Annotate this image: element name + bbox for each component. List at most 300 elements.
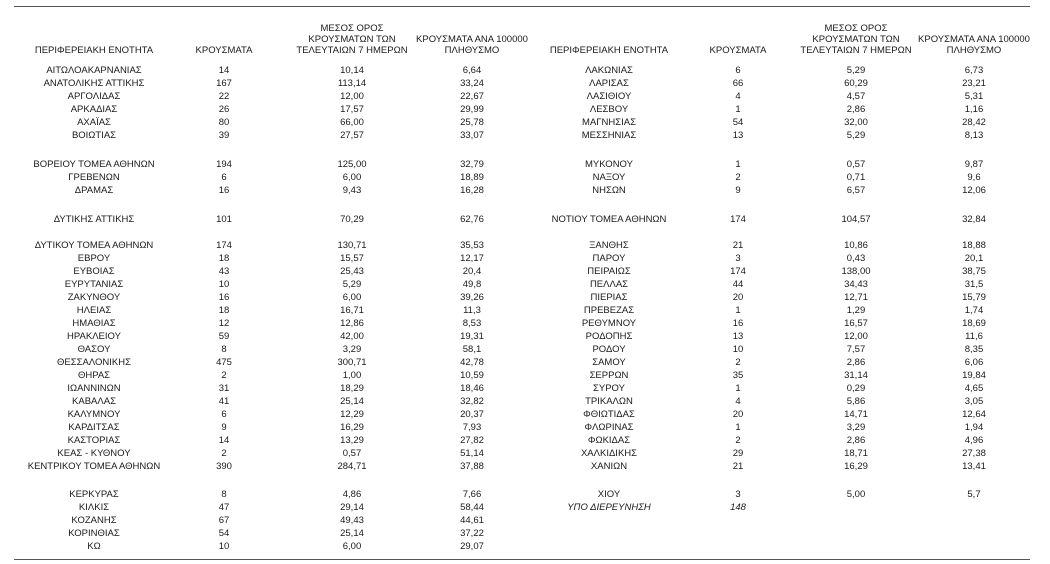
cell-avg: 1,29 [846,305,866,316]
table-row [534,239,1030,252]
cell-avg: 125,00 [337,159,367,170]
cell-avg: 25,14 [340,396,364,407]
cell-per100k: 22,67 [460,91,484,102]
cell-avg: 29,14 [340,502,364,513]
cell-per100k: 8,35 [964,344,984,355]
cell-cases: 10 [732,344,744,355]
cell-region: ΘΑΣΟΥ [77,344,111,355]
cell-avg: 0,57 [846,159,866,170]
header-avg-7-days: ΜΕΣΟΣ ΟΡΟΣ ΚΡΟΥΣΜΑΤΩΝ ΤΩΝ ΤΕΛΕΥΤΑΙΩΝ 7 ΗΜΕΡΩΝ [800,23,912,56]
table-row [534,103,1030,116]
cell-avg: 130,71 [337,240,367,251]
header-cases: ΚΡΟΥΣΜΑΤΑ [709,45,767,56]
cell-per100k: 18,46 [460,383,484,394]
table-row [14,158,530,171]
cell-avg: 5,29 [846,65,866,76]
table-row [14,527,530,540]
cell-avg: 0,43 [846,253,866,264]
table-row [534,265,1030,278]
cell-cases: 101 [216,214,232,225]
cell-avg: 2,86 [846,104,866,115]
table-row [534,129,1030,142]
cell-per100k: 31,5 [964,279,984,290]
cell-cases: 1 [735,305,741,316]
bottom-rule [14,559,1030,560]
cell-cases: 54 [218,528,230,539]
table-row [534,343,1030,356]
cell-cases: 26 [218,104,230,115]
cell-per100k: 4,96 [964,435,984,446]
table-row [14,116,530,129]
cell-per100k: 5,7 [967,489,981,500]
cell-region: ΦΛΩΡΙΝΑΣ [584,422,634,433]
table-row [14,421,530,434]
cell-region: ΧΑΛΚΙΔΙΚΗΣ [580,448,638,459]
cell-region: ΛΑΚΩΝΙΑΣ [585,65,633,76]
cell-per100k: 23,21 [962,78,986,89]
cell-region: ΙΩΑΝΝΙΝΩΝ [67,383,121,394]
cell-avg: 18,29 [340,383,364,394]
cell-avg: 5,86 [846,396,866,407]
cell-per100k: 8,53 [462,318,482,329]
cell-avg: 17,57 [340,104,364,115]
cell-avg: 300,71 [337,357,367,368]
cell-cases: 6 [221,409,227,420]
cell-per100k: 32,84 [962,214,986,225]
cell-per100k: 4,65 [964,383,984,394]
cell-per100k: 11,6 [965,331,983,342]
cell-per100k: 16,28 [460,185,484,196]
cell-cases: 66 [732,78,744,89]
cell-cases: 22 [218,91,230,102]
cell-per100k: 20,1 [964,253,984,264]
table-row [534,90,1030,103]
cell-cases: 10 [218,541,230,552]
cell-cases: 174 [216,240,232,251]
cell-avg: 60,29 [844,78,868,89]
cell-region: ΕΥΡΥΤΑΝΙΑΣ [64,279,124,290]
table-row [14,447,530,460]
cell-region: ΣΕΡΡΩΝ [589,370,629,381]
cell-region: ΒΟΡΕΙΟΥ ΤΟΜΕΑ ΑΘΗΝΩΝ [33,159,155,170]
cell-per100k: 15,79 [962,292,986,303]
cell-region: ΚΑΡΔΙΤΣΑΣ [68,422,120,433]
cell-region: ΚΑΛΥΜΝΟΥ [67,409,121,420]
cell-region: ΚΙΛΚΙΣ [78,502,110,513]
table-row [14,501,530,514]
table-row [534,278,1030,291]
cell-region: ΛΑΡΙΣΑΣ [589,78,629,89]
table-row [14,356,530,369]
cell-avg: 42,00 [340,331,364,342]
cell-per100k: 6,06 [964,357,984,368]
cell-region: ΛΑΣΙΘΙΟΥ [586,91,632,102]
table-row [14,395,530,408]
table-row [534,317,1030,330]
cell-avg: 113,14 [337,78,367,89]
cell-avg: 6,00 [342,172,362,183]
cell-per100k: 9,6 [967,172,981,183]
cell-avg: 10,14 [340,65,364,76]
cell-cases: 21 [732,461,744,472]
cell-per100k: 10,59 [460,370,484,381]
cell-per100k: 25,78 [460,117,484,128]
cell-per100k: 1,16 [964,104,984,115]
cell-cases: 2 [221,448,227,459]
cell-cases: 14 [218,65,230,76]
table-row [14,265,530,278]
cell-avg: 13,29 [340,435,364,446]
cell-cases: 8 [221,344,227,355]
table-row [14,408,530,421]
cell-cases: 9 [735,185,741,196]
cell-per100k: 11,3 [463,305,481,316]
table-row [14,64,530,77]
cell-avg: 25,43 [340,266,364,277]
cell-cases: 1 [735,159,741,170]
cell-avg: 25,14 [340,528,364,539]
header-cases: ΚΡΟΥΣΜΑΤΑ [195,45,253,56]
cell-region: ΔΥΤΙΚΟΥ ΤΟΜΕΑ ΑΘΗΝΩΝ [34,240,154,251]
cell-cases: 174 [730,266,746,277]
cell-region: ΔΥΤΙΚΗΣ ΑΤΤΙΚΗΣ [53,214,135,225]
cell-region: ΠΑΡΟΥ [592,253,626,264]
table-row [14,278,530,291]
cell-per100k: 20,37 [460,409,484,420]
cell-avg: 12,29 [340,409,364,420]
cell-avg: 12,71 [844,292,868,303]
cell-region: ΠΕΛΛΑΣ [589,279,629,290]
cell-per100k: 18,88 [962,240,986,251]
cell-per100k: 13,41 [962,461,986,472]
header-avg-7-days: ΜΕΣΟΣ ΟΡΟΣ ΚΡΟΥΣΜΑΤΩΝ ΤΩΝ ΤΕΛΕΥΤΑΙΩΝ 7 ΗΜΕΡΩΝ [296,23,408,56]
cell-per100k [918,501,1030,514]
cell-avg: 16,57 [844,318,868,329]
table-row [534,488,1030,501]
cell-avg: 32,00 [844,117,868,128]
table-row [534,330,1030,343]
cell-avg: 12,86 [340,318,364,329]
cell-cases: 10 [218,279,230,290]
cell-per100k: 5,31 [964,91,984,102]
cell-region: ΚΟΡΙΝΘΙΑΣ [68,528,120,539]
cell-cases: 12 [218,318,230,329]
cell-per100k: 19,31 [460,331,484,342]
cell-per100k: 42,78 [460,357,484,368]
cell-per100k: 33,24 [460,78,484,89]
cell-cases: 31 [218,383,230,394]
cell-region: ΒΟΙΩΤΙΑΣ [71,130,117,141]
cell-per100k: 44,61 [460,515,484,526]
table-row [534,304,1030,317]
header-region: ΠΕΡΙΦΕΡΕΙΑΚΗ ΕΝΟΤΗΤΑ [549,45,669,56]
cell-cases: 6 [221,172,227,183]
cell-avg: 5,29 [846,130,866,141]
cell-region: ΚΕΑΣ - ΚΥΘΝΟΥ [57,448,131,459]
cell-per100k: 33,07 [460,130,484,141]
cell-cases: 54 [732,117,744,128]
cell-avg: 4,57 [846,91,866,102]
cell-region: ΖΑΚΥΝΘΟΥ [67,292,121,303]
cell-cases: 13 [732,130,744,141]
table-row [534,252,1030,265]
cell-region: ΧΙΟΥ [597,489,621,500]
cell-region: ΡΕΘΥΜΝΟΥ [581,318,637,329]
cell-region: ΗΛΕΙΑΣ [76,305,112,316]
table-row [534,460,1030,473]
table-row [534,171,1030,184]
cell-region: ΦΘΙΩΤΙΔΑΣ [583,409,635,420]
cell-per100k: 28,42 [962,117,986,128]
cell-region: ΦΩΚΙΔΑΣ [587,435,631,446]
cell-region: ΔΡΑΜΑΣ [74,185,114,196]
cell-cases: 2 [221,370,227,381]
cell-per100k: 32,82 [460,396,484,407]
cell-avg: 2,86 [846,435,866,446]
table-row [14,90,530,103]
table-row [14,540,530,553]
cell-region: ΞΑΝΘΗΣ [589,240,629,251]
cell-cases: 4 [735,91,741,102]
cell-per100k: 37,88 [460,461,484,472]
cell-region: ΚΑΣΤΟΡΙΑΣ [67,435,121,446]
cell-per100k: 39,26 [460,292,484,303]
table-row [14,382,530,395]
cell-per100k: 49,8 [462,279,482,290]
cell-avg: 27,57 [340,130,364,141]
cell-avg: 0,57 [342,448,362,459]
cell-per100k: 27,82 [460,435,484,446]
cell-region: ΧΑΝΙΩΝ [590,461,628,472]
cell-region: ΝΗΣΩΝ [592,185,626,196]
cell-cases: 21 [732,240,744,251]
cell-cases: 67 [218,515,230,526]
cell-avg: 18,71 [844,448,868,459]
cell-region: ΓΡΕΒΕΝΩΝ [68,172,120,183]
cell-cases: 148 [730,502,746,513]
cell-avg: 16,29 [340,422,364,433]
cell-per100k: 35,53 [460,240,484,251]
table-row [534,64,1030,77]
cell-cases: 43 [218,266,230,277]
table-row [14,330,530,343]
table-row [14,213,530,226]
cell-cases: 167 [216,78,232,89]
table-row [14,129,530,142]
cell-avg: 6,00 [342,541,362,552]
cell-avg: 6,00 [342,292,362,303]
cell-cases: 41 [218,396,230,407]
cell-region: ΑΡΚΑΔΙΑΣ [70,104,118,115]
cell-avg: 0,71 [846,172,866,183]
cell-per100k: 58,44 [460,502,484,513]
table-row [14,291,530,304]
cell-cases: 13 [732,331,744,342]
table-row [14,488,530,501]
cell-avg: 14,71 [844,409,868,420]
table-row [534,501,1030,514]
cell-region: ΗΜΑΘΙΑΣ [72,318,116,329]
cell-avg: 6,57 [846,185,866,196]
table-row [534,395,1030,408]
cell-per100k: 3,05 [964,396,984,407]
cell-per100k: 20,4 [462,266,482,277]
cell-per100k: 29,07 [460,541,484,552]
cell-region: ΝΑΞΟΥ [592,172,626,183]
cell-region: ΝΟΤΙΟΥ ΤΟΜΕΑ ΑΘΗΝΩΝ [551,214,667,225]
cell-cases: 16 [218,292,230,303]
cell-region: ΑΧΑΪΑΣ [77,117,111,128]
cell-cases: 35 [732,370,744,381]
cell-region: ΡΟΔΟΥ [592,344,626,355]
cell-per100k: 51,14 [460,448,484,459]
table-row [534,369,1030,382]
cell-per100k: 18,69 [962,318,986,329]
cell-region: ΚΕΝΤΡΙΚΟΥ ΤΟΜΕΑ ΑΘΗΝΩΝ [27,461,161,472]
table-row [534,356,1030,369]
cell-per100k: 27,38 [962,448,986,459]
cell-avg: 5,00 [846,489,866,500]
cell-per100k: 1,94 [964,422,984,433]
cell-cases: 390 [216,461,232,472]
table-row [534,447,1030,460]
cell-cases: 59 [218,331,230,342]
table-row [534,421,1030,434]
cell-region: ΥΠΟ ΔΙΕΡΕΥΝΗΣΗ [567,502,651,513]
cell-region: ΜΕΣΣΗΝΙΑΣ [581,130,637,141]
cell-region: ΕΒΡΟΥ [77,253,111,264]
cell-avg: 5,29 [342,279,362,290]
cell-region: ΚΕΡΚΥΡΑΣ [69,489,119,500]
cell-per100k: 18,89 [460,172,484,183]
cell-avg: 104,57 [841,214,871,225]
cell-cases: 2 [735,357,741,368]
cell-cases: 4 [735,396,741,407]
cell-avg: 138,00 [841,266,871,277]
cell-cases: 80 [218,117,230,128]
table-row [14,184,530,197]
cell-avg: 3,29 [846,422,866,433]
cell-avg: 9,43 [342,185,362,196]
cell-cases: 3 [735,489,741,500]
header-cases-per-100k: ΚΡΟΥΣΜΑΤΑ ΑΝΑ 100000 ΠΛΗΘΥΣΜΟ [416,34,528,56]
cell-per100k: 7,93 [462,422,482,433]
cell-avg: 7,57 [846,344,866,355]
cell-cases: 1 [735,104,741,115]
cell-per100k: 12,06 [962,185,986,196]
table-row [534,116,1030,129]
cell-per100k: 32,79 [460,159,484,170]
cell-avg: 12,00 [844,331,868,342]
cell-cases: 16 [218,185,230,196]
cell-cases: 9 [221,422,227,433]
cell-cases: 1 [735,422,741,433]
cell-avg: 16,29 [844,461,868,472]
cell-cases: 16 [732,318,744,329]
table-row [14,343,530,356]
cell-per100k: 6,73 [964,65,984,76]
cell-region: ΛΕΣΒΟΥ [589,104,629,115]
table-row [14,460,530,473]
cell-per100k: 62,76 [460,214,484,225]
cell-region: ΗΡΑΚΛΕΙΟΥ [67,331,121,342]
cell-avg: 3,29 [342,344,362,355]
cell-region: ΚΩ [87,541,101,552]
cell-per100k: 12,64 [962,409,986,420]
cell-cases: 20 [732,409,744,420]
table-row [14,239,530,252]
cell-cases: 2 [735,435,741,446]
cell-cases: 29 [732,448,744,459]
table-row [14,434,530,447]
table-row [534,77,1030,90]
cell-region: ΘΗΡΑΣ [77,370,111,381]
cell-cases: 20 [732,292,744,303]
cell-region: ΠΕΙΡΑΙΩΣ [587,266,631,277]
table-row [14,369,530,382]
cell-cases: 44 [732,279,744,290]
cell-per100k: 1,74 [964,305,984,316]
cell-region: ΜΥΚΟΝΟΥ [585,159,633,170]
table-row [534,434,1030,447]
cell-avg: 4,86 [342,489,362,500]
cell-per100k: 38,75 [962,266,986,277]
cell-cases: 14 [218,435,230,446]
cell-per100k: 7,66 [462,489,482,500]
table-row [14,317,530,330]
table-row [534,213,1030,226]
table-row [14,252,530,265]
cell-region: ΕΥΒΟΙΑΣ [73,266,115,277]
cell-avg: 284,71 [337,461,367,472]
cell-cases: 2 [735,172,741,183]
cell-region: ΡΟΔΟΠΗΣ [585,331,633,342]
top-rule [14,6,1030,7]
cell-avg: 2,86 [846,357,866,368]
cell-region: ΣΥΡΟΥ [593,383,625,394]
cell-avg: 66,00 [340,117,364,128]
cell-per100k: 29,99 [460,104,484,115]
cell-region: ΣΑΜΟΥ [592,357,626,368]
table-row [534,158,1030,171]
cell-cases: 18 [218,305,230,316]
cell-cases: 194 [216,159,232,170]
cell-region: ΘΕΣΣΑΛΟΝΙΚΗΣ [57,357,131,368]
table-row [14,514,530,527]
cell-avg: 15,57 [340,253,364,264]
cell-per100k: 8,13 [964,130,984,141]
cell-cases: 39 [218,130,230,141]
cell-cases: 47 [218,502,230,513]
cell-per100k: 6,64 [462,65,482,76]
header-region: ΠΕΡΙΦΕΡΕΙΑΚΗ ΕΝΟΤΗΤΑ [34,45,154,56]
cell-cases: 8 [221,489,227,500]
cell-avg: 31,14 [844,370,868,381]
cell-cases: 18 [218,253,230,264]
cell-avg [796,501,916,514]
cell-cases: 3 [735,253,741,264]
header-cases-per-100k: ΚΡΟΥΣΜΑΤΑ ΑΝΑ 100000 ΠΛΗΘΥΣΜΟ [918,34,1030,56]
cell-region: ΚΑΒΑΛΑΣ [72,396,116,407]
cell-avg: 1,00 [342,370,362,381]
cell-region: ΚΟΖΑΝΗΣ [71,515,117,526]
cell-per100k: 37,22 [460,528,484,539]
cell-cases: 174 [730,214,746,225]
table-row [534,184,1030,197]
table-row [14,171,530,184]
cell-per100k: 58,1 [462,344,482,355]
cell-avg: 0,29 [846,383,866,394]
